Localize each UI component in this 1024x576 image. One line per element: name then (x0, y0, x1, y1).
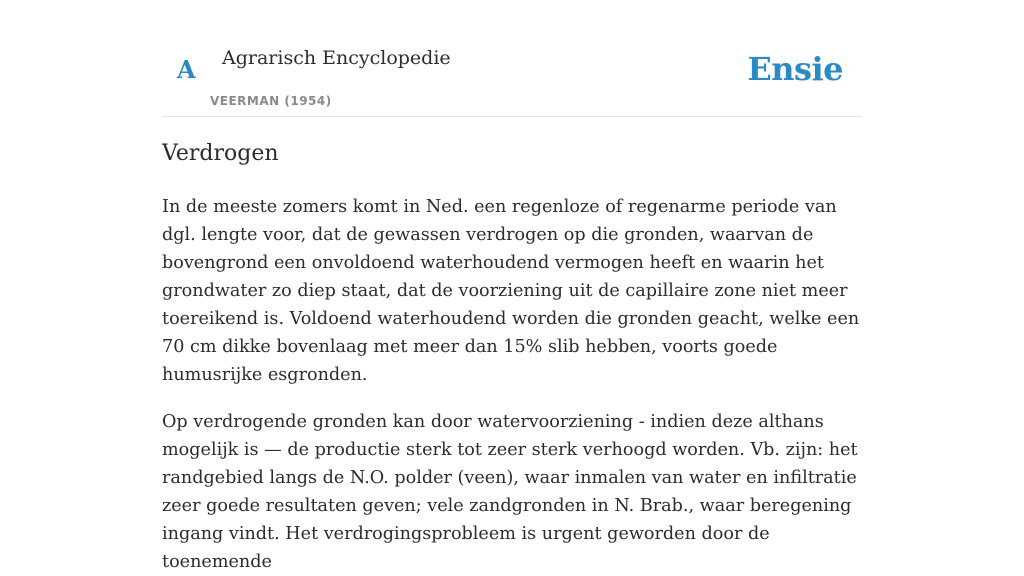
ensie-brand-logo[interactable]: Ensie (747, 50, 843, 88)
book-title-link[interactable]: Agrarisch Encyclopedie (222, 47, 451, 69)
article-paragraph-2: Op verdrogende gronden kan door watervoorziening - indien deze althans mogelijk is — de productie sterk tot zeer sterk verhoogd worden. Vb. zijn: het randgebied langs de N.O. polder (veen), waar inmalen van water en infiltratie zeer goede resultaten geven; vele zandgronden in N. Brab., waar beregening ingang vindt. Het verdrogingsprobleem is urgent geworden door de toenemende (162, 412, 858, 572)
book-author-year: VEERMAN (1954) (210, 94, 332, 108)
site-header (162, 0, 862, 117)
article-content (162, 136, 862, 576)
entry-title: Verdrogen (162, 141, 279, 166)
article-paragraph-1: In de meeste zomers komt in Ned. een regenloze of regenarme periode van dgl. lengte voor, dat de gewassen verdrogen op die gronden, waarvan de bovengrond een onvoldoend waterhoudend vermogen heeft en waarin het grondwater zo diep staat, dat de voorziening uit de capillaire zone niet meer toereikend is. Voldoend waterhoudend worden die gronden geacht, welke een 70 cm dikke bovenlaag met meer dan 15% slib hebben, voorts goede humusrijke esgronden. (162, 197, 860, 385)
book-logo-icon[interactable]: A (177, 55, 196, 84)
